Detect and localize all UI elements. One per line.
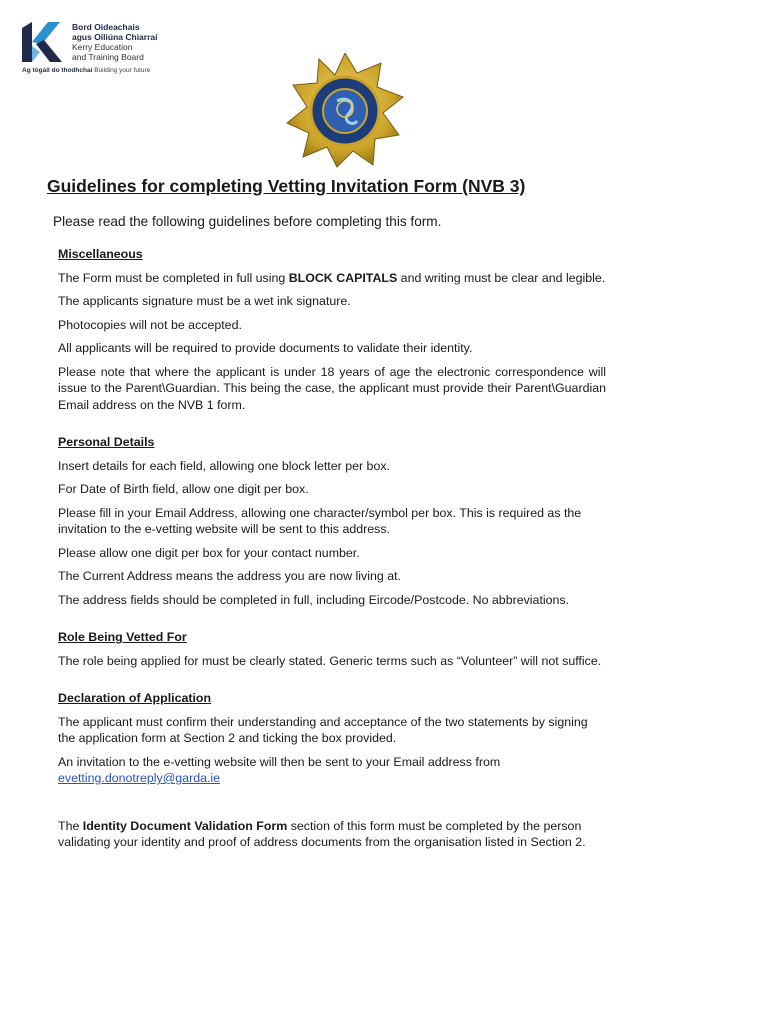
etb-name-line2: agus Oiliúna Chiarraí [72, 32, 158, 42]
misc-under-18: Please note that where the applicant is under 18 years of age the electronic correspondence will issue to the Parent\Guardian. This being the case, the applicant must provide their Parent\Guardian Email address on the NVB 1 form. [58, 364, 606, 412]
page-title: Guidelines for completing Vetting Invitation Form (NVB 3) [47, 176, 526, 196]
etb-tagline [22, 67, 150, 74]
role-heading: Role Being Vetted For [58, 630, 187, 644]
personal-block-letter: Insert details for each field, allowing one block letter per box. [58, 458, 390, 473]
etb-name-line4: and Training Board [72, 52, 144, 62]
misc-photocopies: Photocopies will not be accepted. [58, 317, 242, 332]
declaration-heading: Declaration of Application [58, 691, 212, 705]
etb-name [72, 22, 158, 62]
declaration-invitation-text: An invitation to the e-vetting website will then be sent to your Email address from [58, 754, 501, 769]
email-link[interactable]: evetting.donotreply@garda.ie [58, 771, 221, 785]
misc-p1-post: and writing must be clear and legible. [397, 270, 606, 285]
personal-contact: Please allow one digit per box for your contact number. [58, 545, 360, 560]
etb-tagline-irish: Ag tógáil do thodhchaí [22, 67, 93, 74]
intro-text: Please read the following guidelines before completing this form. [53, 214, 442, 229]
personal-current-address: The Current Address means the address you are now living at. [58, 569, 401, 583]
declaration-invitation [58, 754, 606, 787]
personal-email: Please fill in your Email Address, allowing one character/symbol per box. This is required as the invitation to the e-vetting website will be sent to this address. [58, 505, 582, 536]
misc-block-capitals [58, 270, 606, 287]
personal-address-fields: The address fields should be completed in full, including Eircode/Postcode. No abbreviations. [58, 592, 570, 607]
identity-validation-text [58, 818, 606, 851]
etb-logo [22, 22, 172, 78]
misc-heading: Miscellaneous [58, 247, 143, 261]
personal-dob: For Date of Birth field, allow one digit per box. [58, 482, 309, 496]
role-text: The role being applied for must be clearly stated. Generic terms such as “Volunteer” will not suffice. [58, 653, 602, 668]
identity-bold: Identity Document Validation Form [82, 818, 288, 833]
personal-heading: Personal Details [58, 435, 155, 449]
identity-pre: The [58, 818, 83, 833]
etb-tagline-english: Building your future [94, 67, 151, 74]
etb-name-line1: Bord Oideachais [72, 22, 140, 32]
identity-post: section of this form must be completed by the person validating your identity and proof of address documents from the organisation listed in Section 2. [58, 818, 586, 849]
garda-crest-icon [283, 53, 407, 169]
guidelines-body [58, 246, 606, 858]
etb-name-line3: Kerry Education [72, 42, 133, 52]
declaration-confirm: The applicant must confirm their understanding and acceptance of the two statements by signing the application form at Section 2 and ticking the box provided. [58, 714, 588, 745]
kerry-etb-logo-icon [22, 22, 66, 62]
misc-signature: The applicants signature must be a wet ink signature. [58, 294, 351, 308]
misc-p1-pre: The Form must be completed in full using [58, 270, 289, 285]
misc-documents: All applicants will be required to provide documents to validate their identity. [58, 341, 473, 355]
misc-p1-bold: BLOCK CAPITALS [288, 270, 398, 285]
